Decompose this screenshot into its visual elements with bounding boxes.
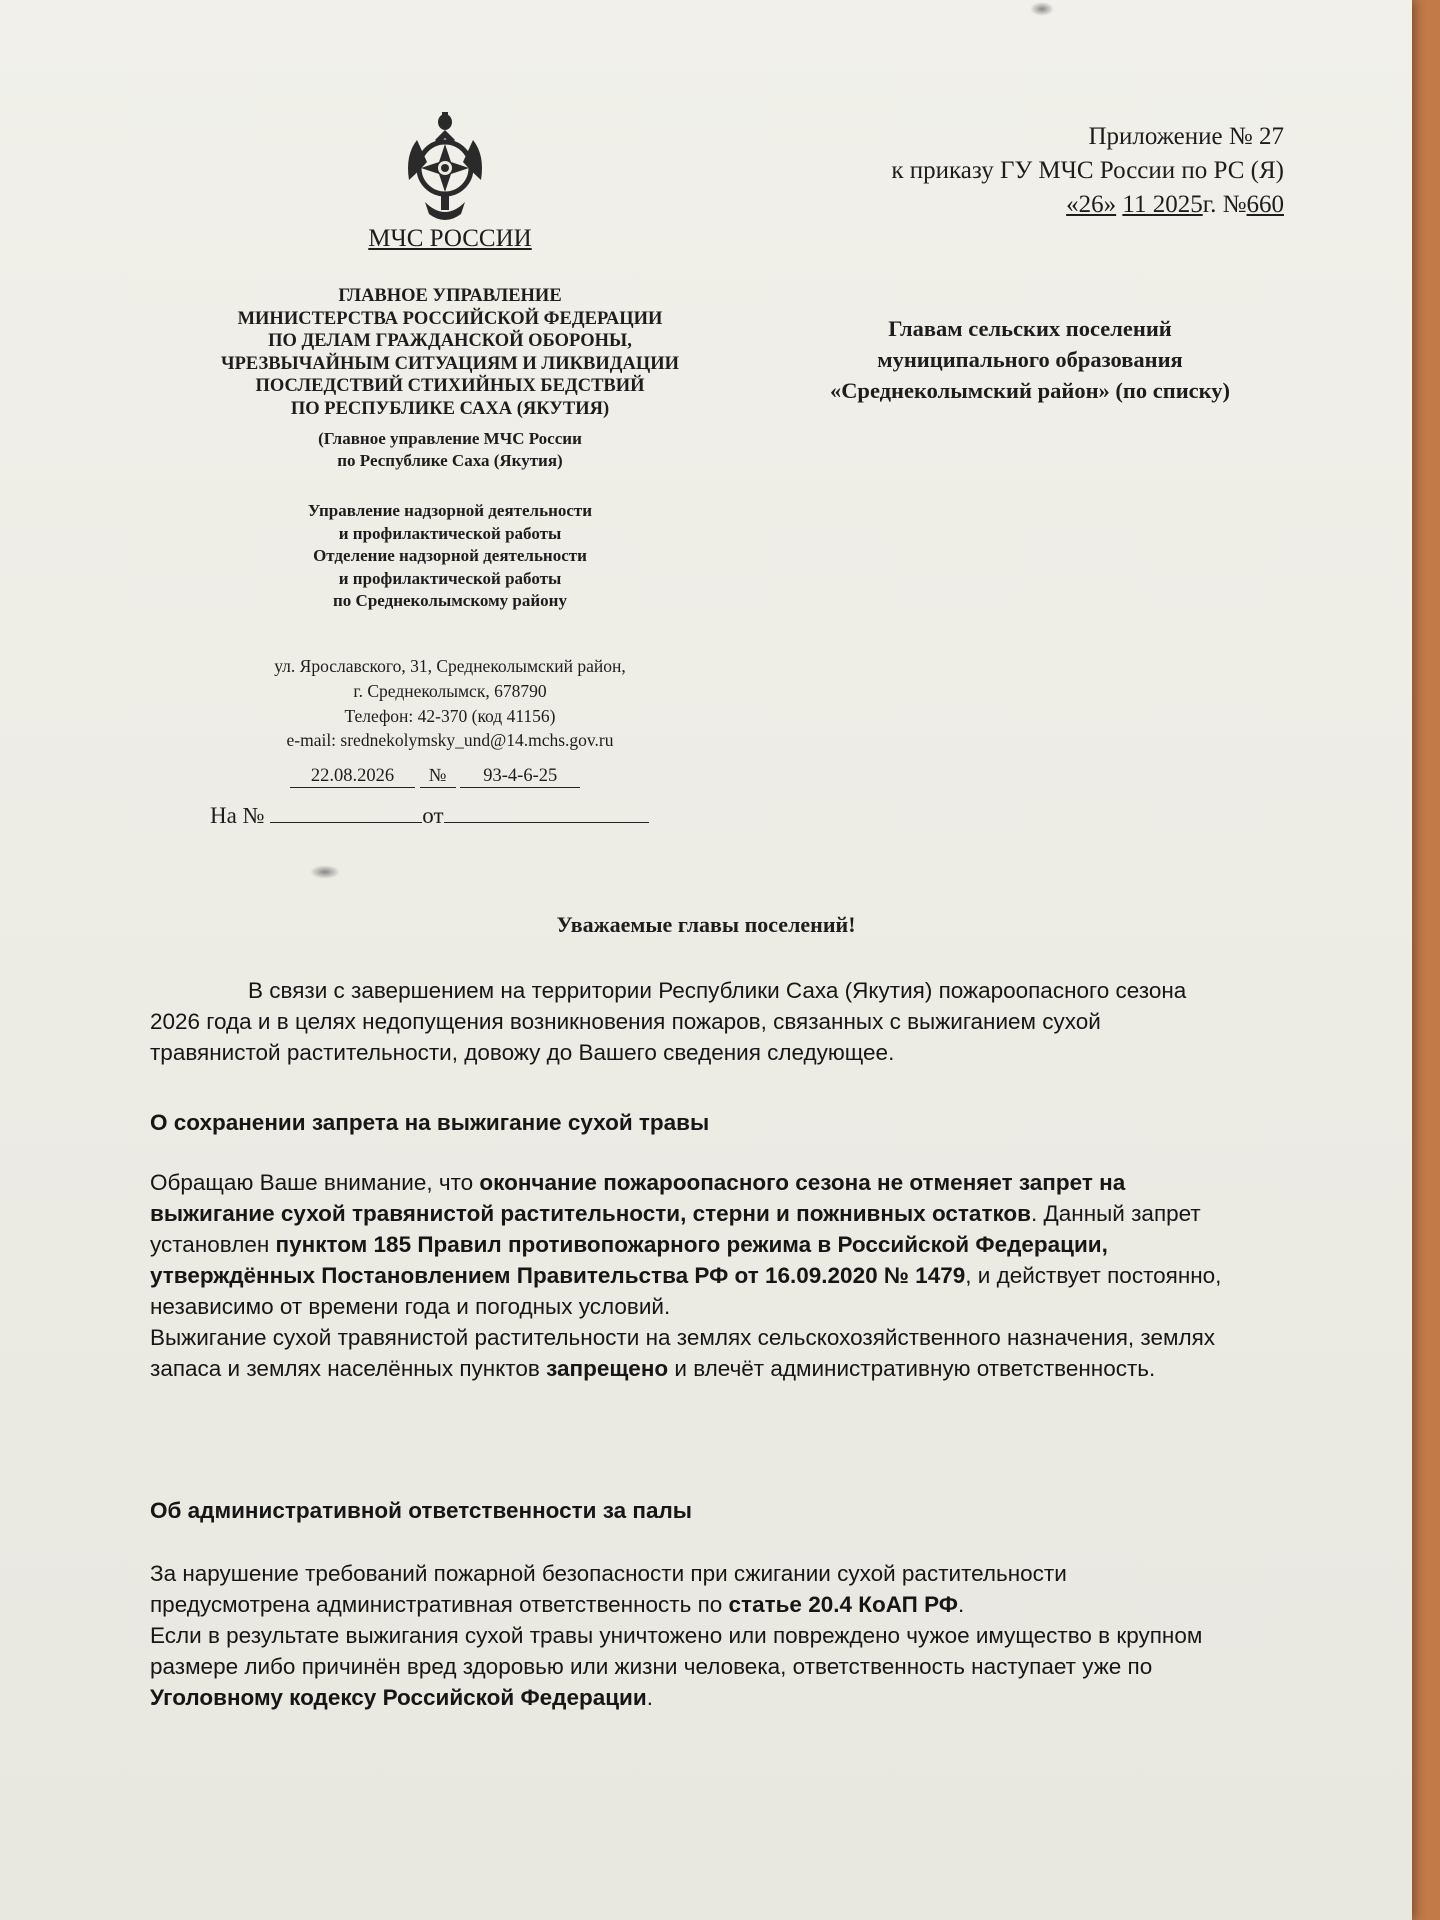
ref-label: На № xyxy=(210,803,265,828)
text-run: . xyxy=(958,1592,965,1617)
section1-para-2 xyxy=(150,1322,1230,1384)
text-run: За нарушение требований пожарной безопасности при сжигании сухой растительности предусмотрена административная ответственность по xyxy=(150,1561,1067,1617)
appendix-line-3 xyxy=(724,188,1284,222)
section1-heading: О сохранении запрета на выжигание сухой травы xyxy=(150,1110,710,1135)
text-run: Выжигание сухой травянистой растительности на землях сельскохозяйственного назначения, землях запаса и землях населённых пунктов xyxy=(150,1325,1216,1381)
addressee-line: муниципального образования xyxy=(877,347,1183,372)
section1-paragraph xyxy=(150,1167,1230,1384)
greeting: Уважаемые главы поселений! xyxy=(556,912,856,937)
emchs-emblem-icon xyxy=(395,110,495,225)
addressee-line: «Среднеколымский район» (по списку) xyxy=(829,378,1231,403)
bold-run: статье 20.4 КоАП РФ xyxy=(728,1592,959,1617)
text-run: . Данный запрет установлен xyxy=(150,1201,1201,1257)
dept-line: и профилактической работы xyxy=(338,568,562,588)
text-run: . xyxy=(646,1685,653,1710)
section1-para-1 xyxy=(150,1167,1230,1322)
address-line: г. Среднеколымск, 678790 xyxy=(353,681,547,701)
department-block xyxy=(150,500,750,613)
appendix-month-year: 11 2025 xyxy=(1122,191,1203,218)
text-run: Если в результате выжигания сухой травы уничтожено или повреждено чужое имущество в крупном размере либо причинён вред здоровью или жизни человека, ответственность наступает уже по xyxy=(150,1623,1203,1679)
bold-run: Уголовному кодексу Российской Федерации xyxy=(150,1685,647,1710)
section2-heading: Об административной ответственности за палы xyxy=(150,1498,692,1523)
gu-name-block xyxy=(150,285,750,420)
ref-number-blank xyxy=(270,800,422,823)
bold-run: пунктом 185 Правил противопожарного режима в Российской Федерации, утверждённых Постановлением Правительства РФ от 16.09.2020 № 1479 xyxy=(150,1232,1108,1288)
dept-line: Отделение надзорной деятельности xyxy=(313,546,587,565)
reg-number-label: № xyxy=(420,766,456,788)
gu-short-line: по Республике Саха (Якутия) xyxy=(337,451,563,470)
reg-date: 22.08.2026 xyxy=(290,766,415,788)
gu-line: ПО РЕСПУБЛИКЕ САХА (ЯКУТИЯ) xyxy=(290,398,610,419)
text-run: , и действует постоянно, независимо от времени года и погодных условий. xyxy=(150,1263,1222,1319)
reg-number: 93-4-6-25 xyxy=(460,766,580,788)
appendix-suffix: г. № xyxy=(1202,191,1247,218)
gu-line: ПОСЛЕДСТВИЙ СТИХИЙНЫХ БЕДСТВИЙ xyxy=(255,376,645,396)
address-line: ул. Ярославского, 31, Среднеколымский район, xyxy=(274,656,626,676)
scan-smudge xyxy=(1030,2,1054,16)
scan-smudge xyxy=(310,865,340,879)
org-name: МЧС РОССИИ xyxy=(368,225,532,252)
gu-line: ГЛАВНОЕ УПРАВЛЕНИЕ xyxy=(338,286,562,306)
appendix-line-1: Приложение № 27 xyxy=(1088,123,1284,150)
bold-run: окончание пожароопасного сезона не отменяет запрет на выжигание сухой травянистой растительности, стерни и пожнивных остатков xyxy=(150,1170,1126,1226)
ref-from: от xyxy=(422,803,444,828)
text-run: Обращаю Ваше внимание, что xyxy=(150,1170,480,1195)
registration-line xyxy=(290,766,580,788)
gu-short-name xyxy=(150,428,750,472)
section2-para-1 xyxy=(150,1558,1230,1620)
appendix-block xyxy=(724,120,1284,222)
email-line: e-mail: srednekolymsky_und@14.mchs.gov.ru xyxy=(286,730,614,750)
intro-paragraph: В связи с завершением на территории Республики Саха (Якутия) пожароопасного сезона 2026 года и в целях недопущения возникновения пожаров, связанных с выжиганием сухой травянистой растительности, довожу до Вашего сведения следующее. xyxy=(150,978,1187,1065)
address-line: Телефон: 42-370 (код 41156) xyxy=(344,706,556,726)
dept-line: по Среднеколымскому району xyxy=(333,591,567,610)
gu-line: ЧРЕЗВЫЧАЙНЫМ СИТУАЦИЯМ И ЛИКВИДАЦИИ xyxy=(221,353,679,374)
dept-line: и профилактической работы xyxy=(338,523,562,543)
ref-date-blank xyxy=(444,800,649,823)
gu-line: ПО ДЕЛАМ ГРАЖДАНСКОЙ ОБОРОНЫ, xyxy=(268,331,632,351)
address-block xyxy=(150,654,750,729)
text-run: и влечёт административную ответственность. xyxy=(668,1356,1156,1381)
addressee-block xyxy=(760,313,1300,406)
reference-line xyxy=(210,800,649,829)
appendix-line-2: к приказу ГУ МЧС России по РС (Я) xyxy=(891,157,1284,184)
section2-paragraph xyxy=(150,1558,1230,1713)
gu-short-line: (Главное управление МЧС России xyxy=(318,429,582,448)
appendix-day: «26» xyxy=(1066,191,1117,218)
section2-para-2 xyxy=(150,1620,1230,1713)
bold-run: запрещено xyxy=(546,1356,669,1381)
dept-line: Управление надзорной деятельности xyxy=(307,501,593,520)
gu-line: МИНИСТЕРСТВА РОССИЙСКОЙ ФЕДЕРАЦИИ xyxy=(237,308,663,329)
addressee-line: Главам сельских поселений xyxy=(888,316,1172,341)
appendix-number: 660 xyxy=(1246,191,1284,218)
